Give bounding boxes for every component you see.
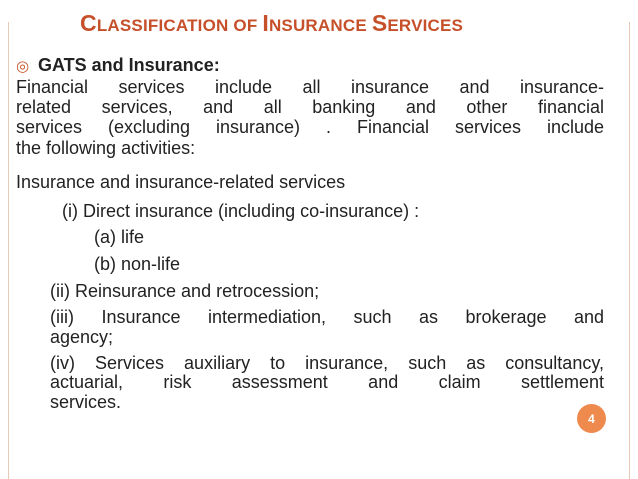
paragraph-line-1: Financial services include all insurance and insurance-: [16, 77, 604, 97]
item-iv-line-2: actuarial, risk assessment and claim settlement: [50, 372, 604, 392]
title-rest-3: ERVICES: [387, 16, 464, 35]
item-a: (a) life: [94, 227, 145, 247]
item-ii: (ii) Reinsurance and retrocession;: [50, 281, 320, 301]
item-iii-line-2: agency;: [50, 327, 114, 347]
paragraph-line-4: the following activities:: [16, 138, 196, 158]
title-cap-2: I: [262, 10, 269, 36]
paragraph-line-3: services (excluding insurance) . Financial services include: [16, 117, 604, 137]
left-border-line: [8, 22, 9, 479]
slide-title: [80, 10, 463, 37]
heading-line: Insurance and insurance-related services: [16, 172, 346, 192]
item-b: (b) non-life: [94, 254, 181, 274]
bullet-row: [16, 55, 220, 76]
paragraph-line-2: related services, and all banking and other financial: [16, 97, 604, 117]
bullet-text: GATS and Insurance:: [38, 55, 220, 75]
right-border-line: [629, 22, 630, 479]
item-iv-line-1: (iv) Services auxiliary to insurance, such as consultancy,: [50, 353, 604, 373]
page-number-badge: 4: [577, 404, 606, 433]
title-rest-2: NSURANCE: [268, 16, 372, 35]
title-cap-3: S: [371, 10, 388, 36]
item-iii-line-1: (iii) Insurance intermediation, such as brokerage and: [50, 307, 604, 327]
item-iv-line-3: services.: [50, 392, 122, 412]
item-i: (i) Direct insurance (including co-insurance) :: [62, 201, 420, 221]
target-bullet-icon: ◎: [16, 57, 30, 75]
title-cap-1: C: [80, 10, 97, 36]
title-rest-1: LASSIFICATION OF: [96, 16, 263, 35]
